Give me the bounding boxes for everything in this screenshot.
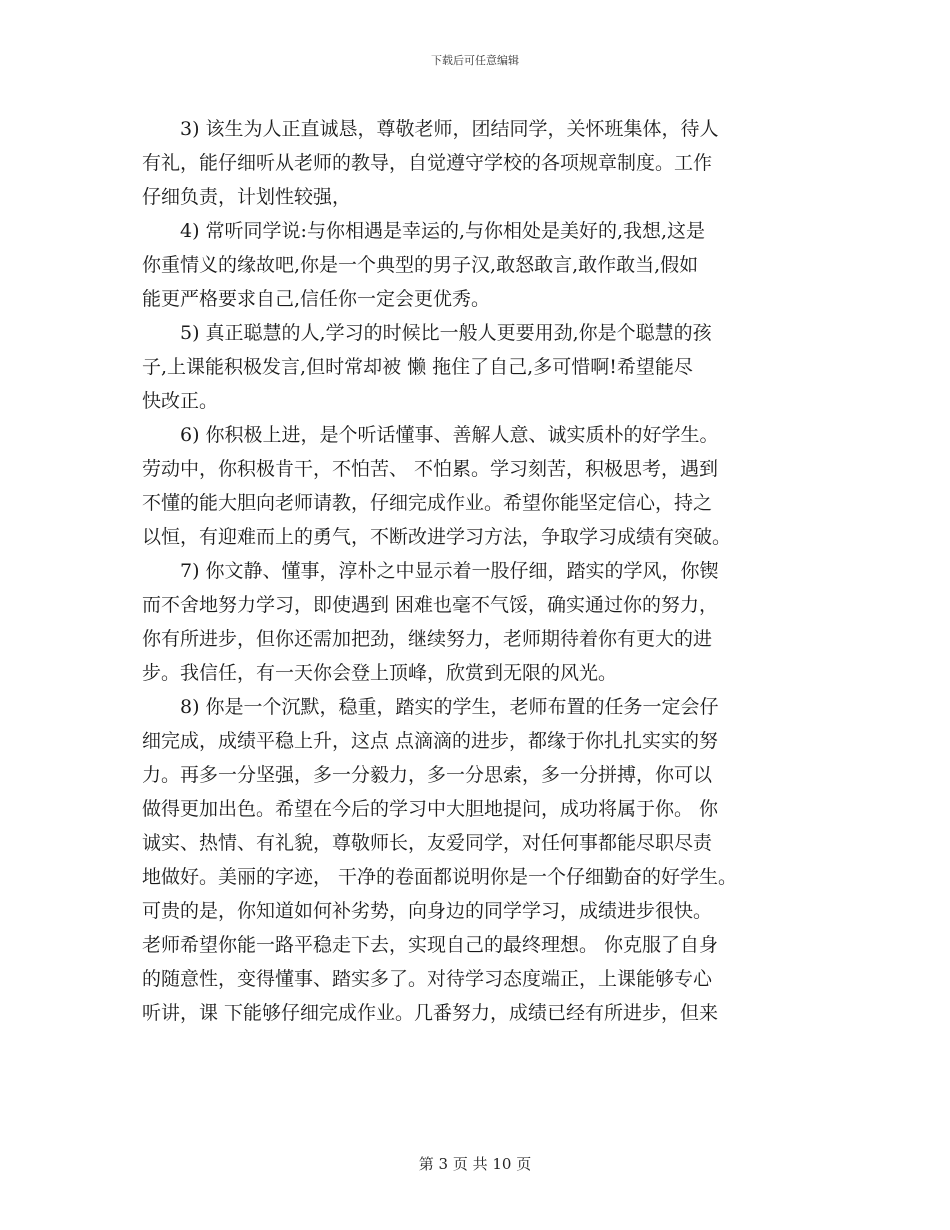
text-line: 8) 你是一个沉默，稳重，踏实的学生，老师布置的任务一定会仔 bbox=[142, 696, 719, 718]
page-footer: 第 3 页 共 10 页 bbox=[418, 1155, 532, 1173]
page-header: 下载后可任意编辑 bbox=[431, 54, 519, 67]
text-line: 7) 你文静、懂事，淳朴之中显示着一股仔细，踏实的学风，你锲 bbox=[142, 560, 719, 582]
text-line: 地做好。美丽的字迹， 干净的卷面都说明你是一个仔细勤奋的好学生。 bbox=[142, 866, 738, 888]
text-line: 不懂的能大胆向老师请教，仔细完成作业。希望你能坚定信心，持之 bbox=[142, 492, 713, 514]
text-line: 你有所进步，但你还需加把劲，继续努力，老师期待着你有更大的进 bbox=[142, 628, 713, 650]
text-line: 快改正。 bbox=[142, 390, 219, 412]
text-line: 仔细负责，计划性较强， bbox=[142, 186, 352, 208]
text-line: 4) 常听同学说:与你相遇是幸运的,与你相处是美好的,我想,这是 bbox=[142, 220, 706, 242]
text-line: 步。我信任，有一天你会登上顶峰，欣赏到无限的风光。 bbox=[142, 662, 618, 684]
text-line: 而不舍地努力学习，即使遇到 困难也毫不气馁，确实通过你的努力， bbox=[142, 594, 719, 616]
text-line: 老师希望你能一路平稳走下去，实现自己的最终理想。 你克服了自身 bbox=[142, 934, 719, 956]
text-line: 3) 该生为人正直诚恳，尊敬老师，团结同学，关怀班集体，待人 bbox=[142, 118, 719, 140]
document-body bbox=[142, 112, 810, 1030]
text-line: 可贵的是，你知道如何补劣势，向身边的同学学习，成绩进步很快。 bbox=[142, 900, 713, 922]
text-line: 5) 真正聪慧的人,学习的时候比一般人更要用劲,你是个聪慧的孩 bbox=[142, 322, 712, 344]
text-line: 的随意性，变得懂事、踏实多了。对待学习态度端正，上课能够专心 bbox=[142, 968, 713, 990]
text-line: 力。再多一分坚强，多一分毅力，多一分思索，多一分拼搏，你可以 bbox=[142, 764, 713, 786]
text-line: 你重情义的缘故吧,你是一个典型的男子汉,敢怒敢言,敢作敢当,假如 bbox=[142, 254, 699, 276]
text-line: 劳动中，你积极肯干，不怕苦、 不怕累。学习刻苦，积极思考，遇到 bbox=[142, 458, 719, 480]
text-line: 以恒，有迎难而上的勇气，不断改进学习方法，争取学习成绩有突破。 bbox=[142, 526, 732, 548]
text-line: 做得更加出色。希望在今后的学习中大胆地提问，成功将属于你。 你 bbox=[142, 798, 719, 820]
text-line: 6) 你积极上进，是个听话懂事、善解人意、诚实质朴的好学生。 bbox=[142, 424, 719, 446]
text-line: 听讲，课 下能够仔细完成作业。几番努力，成绩已经有所进步，但来 bbox=[142, 1002, 719, 1024]
text-line: 细完成，成绩平稳上升，这点 点滴滴的进步，都缘于你扎扎实实的努 bbox=[142, 730, 719, 752]
text-line: 诚实、热情、有礼貌，尊敬师长，友爱同学，对任何事都能尽职尽责 bbox=[142, 832, 713, 854]
text-line: 有礼，能仔细听从老师的教导，自觉遵守学校的各项规章制度。工作 bbox=[142, 152, 713, 174]
text-line: 能更严格要求自己,信任你一定会更优秀。 bbox=[142, 288, 491, 310]
text-line: 子,上课能积极发言,但时常却被 懒 拖住了自己,多可惜啊!希望能尽 bbox=[142, 356, 693, 378]
